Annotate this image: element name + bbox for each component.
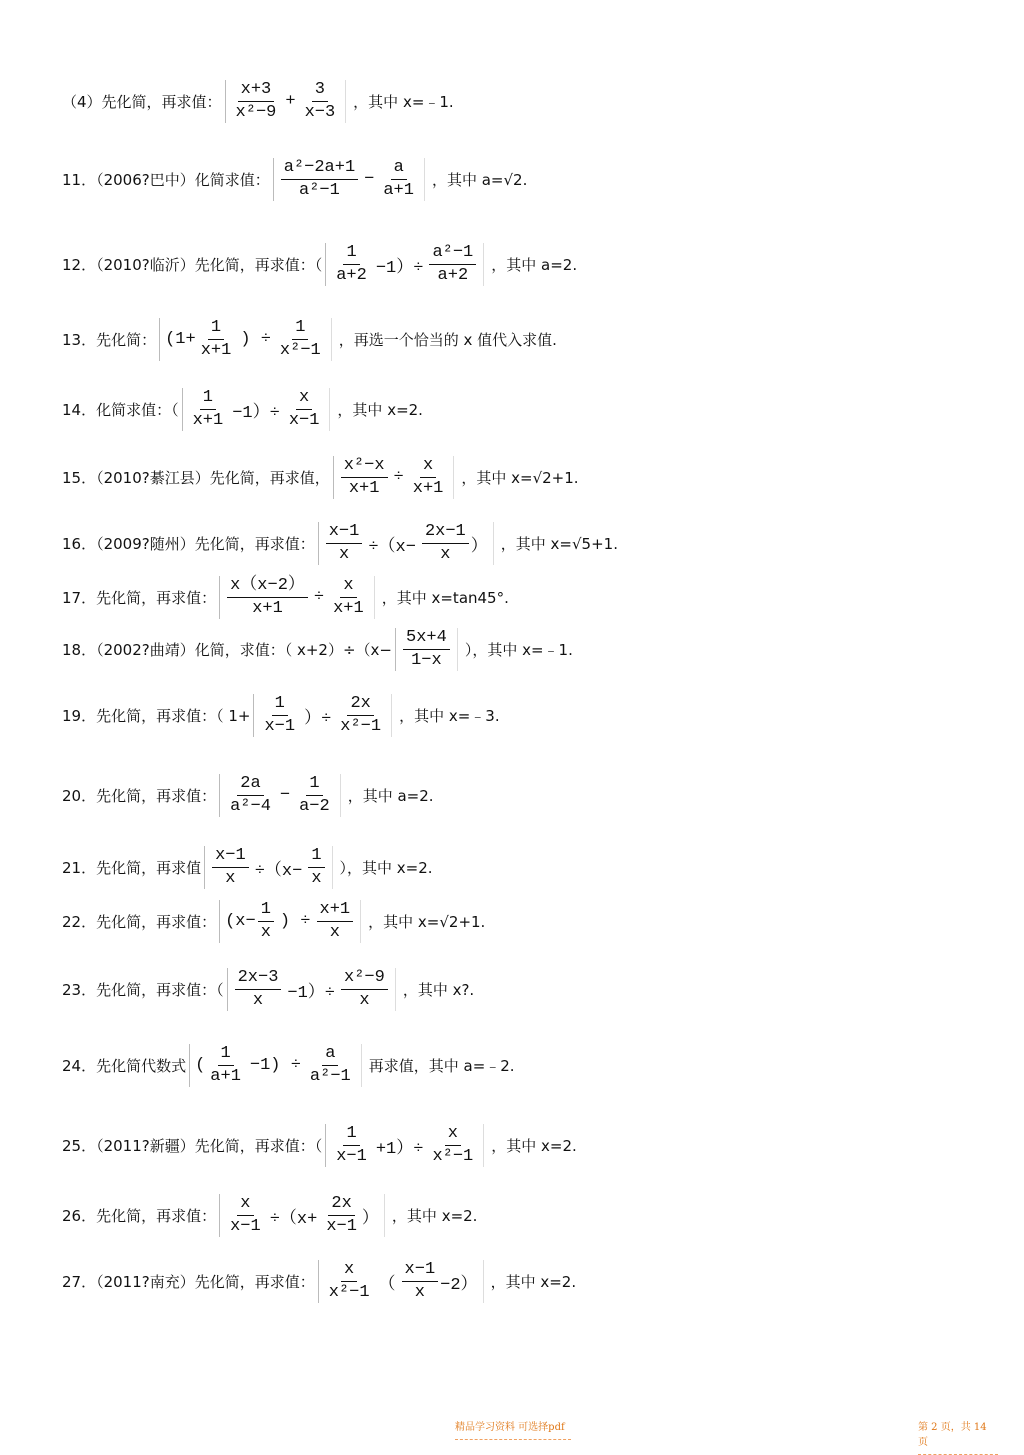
footer-left <box>455 1418 571 1440</box>
formula-image: $\frac{x(x-2)}{x+1}$ ÷ $\frac{x}{x+1}$ <box>219 576 375 619</box>
problem-suffix: ，其中 x=﹣3. <box>399 707 500 725</box>
problem-prefix: 12．（2010?临沂）先化简，再求值：（ <box>62 256 323 274</box>
formula-image: ( $\frac{1}{a+1}$ −1) ÷ $\frac{a}{\text{a²−1}}$ <box>189 1044 362 1087</box>
problem-prefix: 17．先化简，再求值： <box>62 589 217 607</box>
fraction: $\frac{x}{x-1}$ <box>230 1194 261 1236</box>
problem-prefix: 25．（2011?新疆）先化简，再求值：（ <box>62 1137 323 1155</box>
problem-prefix: 19．先化简，再求值：（ 1+ <box>62 707 251 725</box>
problem-suffix: ），其中 x=﹣1. <box>464 641 573 659</box>
fraction: $\frac{a}{a+1}$ <box>383 158 414 200</box>
formula-image: $\frac{1}{x+1}$ −1）÷ $\frac{x}{x-1}$ <box>182 388 331 431</box>
fraction: $\frac{1}{a+2}$ <box>336 243 367 285</box>
formula-image: (x− $\frac{1}{x}$ ) ÷ $\frac{x+1}{x}$ <box>219 900 361 943</box>
problem-suffix: ，再选一个恰当的 x 值代入求值. <box>338 331 557 349</box>
problem-suffix: ，其中 x=√2+1. <box>368 913 486 931</box>
formula-image: $\frac{x}{\text{x²−1}}$ （ $\frac{x-1}{x}$ −2） <box>318 1260 484 1303</box>
formula-image: $\frac{x-1}{x}$ ÷（x− $\frac{2x-1}{x}$ ） <box>318 522 494 565</box>
problem-suffix: 再求值，其中 a=﹣2. <box>368 1057 515 1075</box>
formula-image: (1+ $\frac{1}{x+1}$ ) ÷ $\frac{1}{\text{x²−1}}$ <box>159 318 332 361</box>
fraction: $\frac{1}{x+1}$ <box>200 318 232 360</box>
fraction: $\frac{x+1}{x}$ <box>317 900 354 943</box>
formula-image: $\frac{2a}{\text{a²−4}}$ − $\frac{1}{a-2}$ <box>219 774 341 817</box>
fraction: $\frac{\text{a²−1}}{a+2}$ <box>429 243 476 286</box>
fraction: $\frac{1}{a-2}$ <box>299 774 330 816</box>
fraction: $\frac{2x}{x-1}$ <box>326 1194 357 1236</box>
problem-suffix: ，其中 x=﹣1. <box>353 93 454 111</box>
problem-prefix: 15．（2010?綦江县）先化简，再求值， <box>62 469 330 487</box>
formula-image: $\frac{1}{x-1}$ +1）÷ $\frac{x}{\text{x²−1}}$ <box>325 1124 484 1167</box>
footer-left-text: 精品学习资料 可选择pdf <box>455 1422 565 1433</box>
problem-suffix: ，其中 x?. <box>402 981 475 999</box>
problem-22 <box>62 900 485 943</box>
fraction: $\frac{x-1}{x}$ <box>326 522 363 565</box>
formula-image: $\frac{x-1}{x}$ ÷（x− $\frac{1}{x}$ <box>204 846 332 889</box>
problem-24 <box>62 1044 515 1087</box>
problem-suffix: ，其中 a=2. <box>347 787 434 805</box>
fraction: $\frac{2x}{\text{x²−1}}$ <box>340 694 382 736</box>
fraction: $\frac{\text{x²−x}}{x+1}$ <box>341 456 388 499</box>
problem-prefix: 24．先化简代数式 <box>62 1057 187 1075</box>
fraction: $\frac{x+3}{\text{x²−9}}$ <box>235 80 277 122</box>
fraction: $\frac{1}{x+1}$ <box>192 388 224 430</box>
problem-11 <box>62 158 527 201</box>
problem-suffix: ，其中 x=tan45°. <box>381 589 509 607</box>
problem-suffix: ，其中 x=2. <box>391 1207 478 1225</box>
problem-23 <box>62 968 474 1011</box>
fraction: $\frac{x-1}{x}$ <box>402 1260 439 1303</box>
problem-18 <box>62 628 573 671</box>
formula-image: $\frac{1}{a+2}$ −1）÷ $\frac{\text{a²−1}}{a+2}$ <box>325 243 484 286</box>
problem-prefix: 18．（2002?曲靖）化简，求值：（ x+2）÷（x− <box>62 641 392 659</box>
problem-14 <box>62 388 423 431</box>
fraction: $\frac{x}{x+1}$ <box>412 456 444 498</box>
footer-page-number <box>918 1418 998 1455</box>
problem-27 <box>62 1260 576 1303</box>
formula-image: $\frac{\text{a²−2a+1}}{\text{a²−1}}$ − $\frac{a}{a+1}$ <box>273 158 425 201</box>
problem-suffix: ，其中 x=2. <box>490 1273 577 1291</box>
fraction: $\frac{5x+4}{1-x}$ <box>403 628 450 671</box>
problem-25 <box>62 1124 577 1167</box>
problem-suffix: ，其中 a=√2. <box>431 171 528 189</box>
footer-divider <box>455 1435 571 1440</box>
problem-13 <box>62 318 557 361</box>
fraction: $\frac{1}{x-1}$ <box>264 694 296 736</box>
fraction: $\frac{2a}{\text{a²−4}}$ <box>230 774 271 816</box>
problem-21 <box>62 846 433 889</box>
fraction: $\frac{x}{\text{x²−1}}$ <box>432 1124 474 1166</box>
footer-right-text: 第 2 页，共 14 页 <box>918 1422 987 1448</box>
formula-image: $\frac{x}{x-1}$ ÷（x+ $\frac{2x}{x-1}$ ） <box>219 1194 385 1237</box>
problem-20 <box>62 774 434 817</box>
problem-suffix: ），其中 x=2. <box>339 859 433 877</box>
fraction: $\frac{\text{x²−9}}{x}$ <box>341 968 388 1011</box>
fraction: $\frac{1}{x}$ <box>308 846 324 889</box>
problem-prefix: 16．（2009?随州）先化简，再求值： <box>62 535 315 553</box>
problem-suffix: ，其中 x=√5+1. <box>500 535 618 553</box>
problem-12 <box>62 243 577 286</box>
problem-prefix: 20．先化简，再求值： <box>62 787 217 805</box>
fraction: $\frac{1}{a+1}$ <box>210 1044 241 1086</box>
formula-image: $\frac{\text{x²−x}}{x+1}$ ÷ $\frac{x}{x+1}$ <box>333 456 455 499</box>
problem-26 <box>62 1194 477 1237</box>
fraction: $\frac{3}{x-3}$ <box>304 80 336 122</box>
fraction: $\frac{\text{a²−2a+1}}{\text{a²−1}}$ <box>281 158 358 201</box>
problem-prefix: 23．先化简，再求值：（ <box>62 981 224 999</box>
problem-prefix: 21．先化简，再求值 <box>62 859 202 877</box>
fraction: $\frac{2x-1}{x}$ <box>422 522 469 565</box>
formula-image: $\frac{2x-3}{x}$ −1）÷ $\frac{\text{x²−9}}{x}$ <box>227 968 396 1011</box>
fraction: $\frac{x-1}{x}$ <box>212 846 249 889</box>
problem-prefix: 11．（2006?巴中）化简求值： <box>62 171 270 189</box>
problem-16 <box>62 522 618 565</box>
footer-divider <box>918 1450 998 1455</box>
problem-19 <box>62 694 500 737</box>
fraction: $\frac{a}{\text{a²−1}}$ <box>309 1044 351 1086</box>
fraction: $\frac{x}{x-1}$ <box>288 388 320 430</box>
formula-image: $\frac{x+3}{\text{x²−9}}$ + $\frac{3}{x-3}$ <box>225 80 347 123</box>
problem-prefix: 26．先化简，再求值： <box>62 1207 217 1225</box>
problem-prefix: （4）先化简，再求值： <box>62 93 222 111</box>
problem-suffix: ，其中 x=√2+1. <box>461 469 579 487</box>
problem-prefix: 27．（2011?南充）先化简，再求值： <box>62 1273 315 1291</box>
fraction: $\frac{x}{x+1}$ <box>333 576 364 618</box>
problem-15 <box>62 456 579 499</box>
problem-suffix: ，其中 x=2. <box>337 401 423 419</box>
fraction: $\frac{2x-3}{x}$ <box>235 968 282 1011</box>
formula-image <box>395 628 458 671</box>
problem-prefix: 13．先化简： <box>62 331 157 349</box>
fraction: $\frac{1}{\text{x²−1}}$ <box>279 318 321 360</box>
problem-suffix: ，其中 a=2. <box>491 256 578 274</box>
formula-image: $\frac{1}{x-1}$ ）÷ $\frac{2x}{\text{x²−1}}$ <box>253 694 392 737</box>
fraction: $\frac{1}{x}$ <box>258 900 274 943</box>
problem-prefix: 14．化简求值：（ <box>62 401 179 419</box>
problem-suffix: ，其中 x=2. <box>491 1137 577 1155</box>
problem-17 <box>62 576 509 619</box>
fraction: $\frac{x(x-2)}{x+1}$ <box>227 576 308 619</box>
fraction: $\frac{1}{x-1}$ <box>336 1124 367 1166</box>
problem-4 <box>62 80 454 123</box>
problem-prefix: 22．先化简，再求值： <box>62 913 217 931</box>
fraction: $\frac{x}{\text{x²−1}}$ <box>328 1260 370 1302</box>
